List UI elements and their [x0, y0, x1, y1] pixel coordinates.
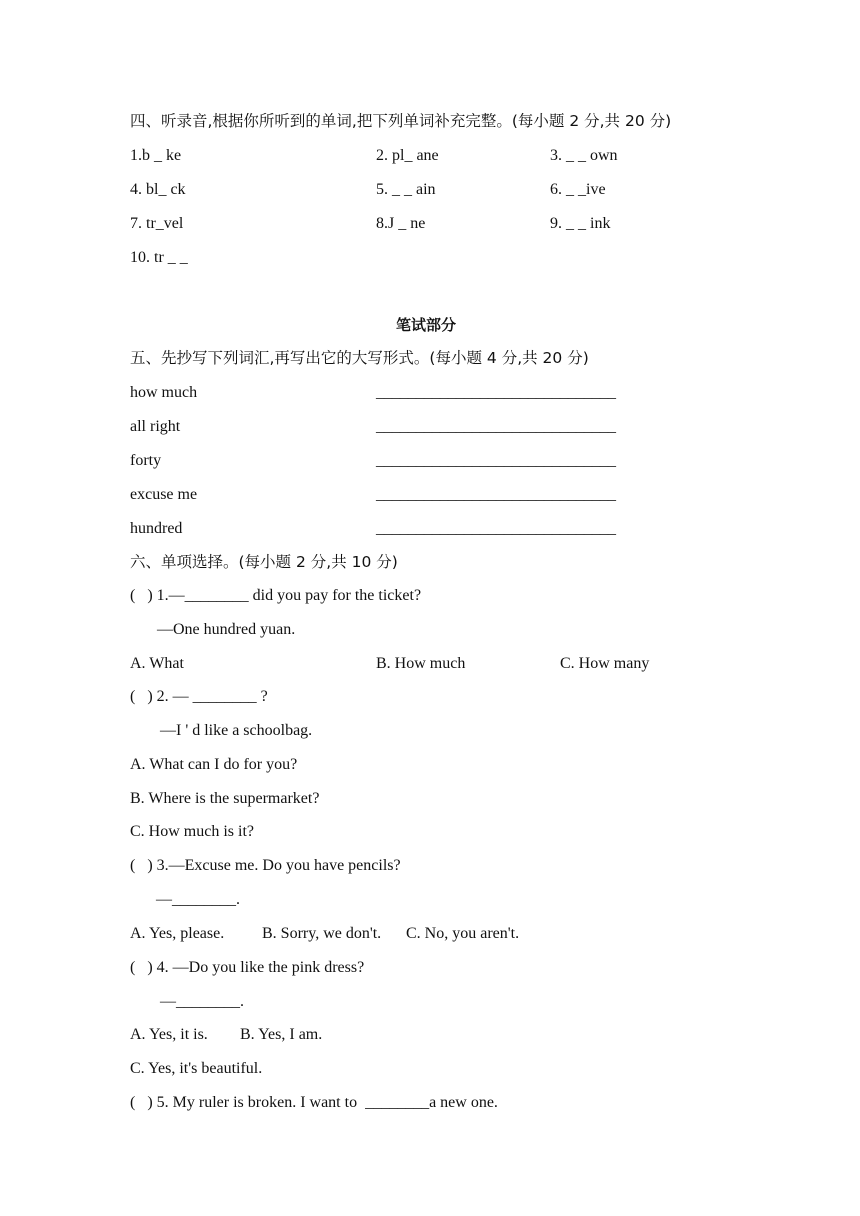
- vocab-word-5: hundred: [130, 520, 183, 537]
- vocab-blank-4[interactable]: ______________________________: [376, 486, 616, 503]
- vocab-word-1: how much: [130, 384, 198, 401]
- question-4-option-c[interactable]: C. Yes, it's beautiful.: [130, 1060, 263, 1077]
- question-1-stem: ( ) 1.—________ did you pay for the ticket?: [130, 587, 422, 604]
- question-2-option-a[interactable]: A. What can I do for you?: [130, 756, 298, 773]
- question-3-option-b[interactable]: B. Sorry, we don't.: [262, 925, 382, 942]
- vocab-blank-1[interactable]: ______________________________: [376, 384, 616, 401]
- question-1-option-b[interactable]: B. How much: [376, 655, 466, 672]
- question-3-response: —________.: [156, 891, 240, 908]
- vocab-word-4: excuse me: [130, 486, 198, 503]
- question-3-option-a[interactable]: A. Yes, please.: [130, 925, 225, 942]
- vocab-word-2: all right: [130, 418, 181, 435]
- question-4-option-a[interactable]: A. Yes, it is.: [130, 1026, 208, 1043]
- section5-heading: 五、先抄写下列词汇,再写出它的大写形式。(每小题 4 分,共 20 分): [130, 349, 589, 367]
- question-2-stem: ( ) 2. — ________ ?: [130, 688, 268, 705]
- question-4-response: —________.: [160, 993, 244, 1010]
- question-4-option-b[interactable]: B. Yes, I am.: [240, 1026, 323, 1043]
- question-5-stem: ( ) 5. My ruler is broken. I want to ________a new one.: [130, 1094, 498, 1111]
- vocab-word-3: forty: [130, 452, 162, 469]
- question-4-stem: ( ) 4. —Do you like the pink dress?: [130, 959, 365, 976]
- question-2-option-b[interactable]: B. Where is the supermarket?: [130, 790, 320, 807]
- listening-item-10: 10. tr _ _: [130, 249, 188, 266]
- listening-item-4: 4. bl_ ck: [130, 181, 186, 198]
- section4-heading: 四、听录音,根据你所听到的单词,把下列单词补充完整。(每小题 2 分,共 20 分): [130, 112, 672, 130]
- written-part-title: 笔试部分: [396, 316, 457, 334]
- question-1-option-c[interactable]: C. How many: [560, 655, 650, 672]
- listening-item-3: 3. _ _ own: [550, 147, 618, 164]
- section6-heading: 六、单项选择。(每小题 2 分,共 10 分): [130, 553, 398, 571]
- question-2-response: —I ' d like a schoolbag.: [160, 722, 313, 739]
- question-1-response: —One hundred yuan.: [157, 621, 296, 638]
- listening-item-2: 2. pl_ ane: [376, 147, 439, 164]
- listening-item-8: 8.J _ ne: [376, 215, 426, 232]
- question-1-option-a[interactable]: A. What: [130, 655, 184, 672]
- listening-item-6: 6. _ _ive: [550, 181, 606, 198]
- vocab-blank-2[interactable]: ______________________________: [376, 418, 616, 435]
- question-2-option-c[interactable]: C. How much is it?: [130, 823, 254, 840]
- vocab-blank-3[interactable]: ______________________________: [376, 452, 616, 469]
- listening-item-5: 5. _ _ ain: [376, 181, 436, 198]
- question-3-option-c[interactable]: C. No, you aren't.: [406, 925, 520, 942]
- listening-item-9: 9. _ _ ink: [550, 215, 611, 232]
- question-3-stem: ( ) 3.—Excuse me. Do you have pencils?: [130, 857, 401, 874]
- vocab-blank-5[interactable]: ______________________________: [376, 520, 616, 537]
- listening-item-7: 7. tr_vel: [130, 215, 184, 232]
- listening-item-1: 1.b _ ke: [130, 147, 182, 164]
